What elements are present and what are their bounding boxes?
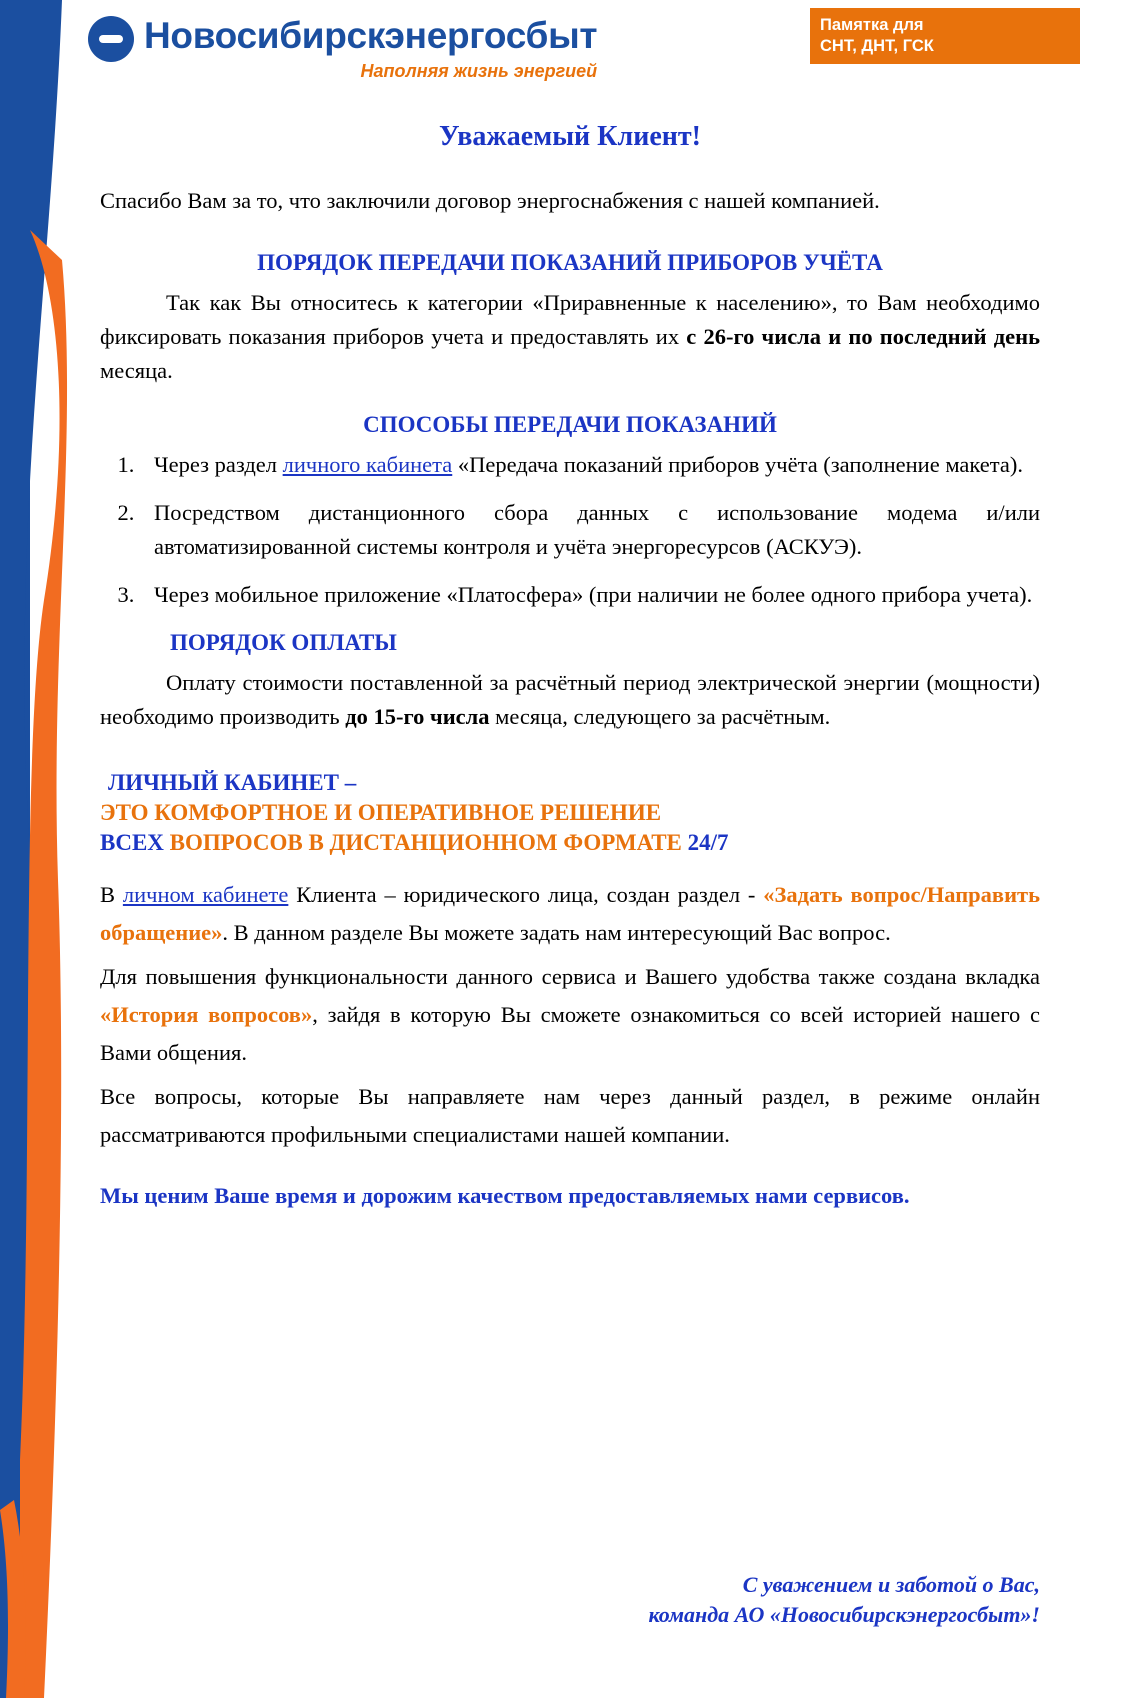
list-item: [140, 578, 1040, 612]
badge-line-1: Памятка для: [820, 16, 924, 34]
cab-p2-pre: Для повышения функциональности данного сервиса и Вашего удобства также создана вкладка: [100, 964, 1040, 989]
method-1-pre: Через раздел: [154, 452, 283, 477]
signature-line-2: команда АО «Новосибирскэнергосбыт»!: [648, 1602, 1040, 1627]
cab-p2-post: , зайдя в которую Вы сможете ознакомиться со всей историей нашего с Вами общения.: [100, 1002, 1040, 1065]
heading-methods: СПОСОБЫ ПЕРЕДАЧИ ПОКАЗАНИЙ: [363, 412, 777, 437]
cab-p1-pre: В: [100, 882, 123, 907]
page-title: Уважаемый Клиент!: [439, 121, 701, 152]
meters-text-1: Так как Вы относитесь к категории «Приравненные к населению», то Вам необходимо фиксировать показания приборов учета и предоставлять их: [100, 290, 1040, 349]
cabinet-line-3-blue2: 24/7: [687, 830, 729, 855]
document-type-badge: [810, 8, 1080, 64]
cab-p1-mid: Клиента – юридического лица, создан раздел -: [288, 882, 764, 907]
paragraph-cabinet-1: [100, 876, 1040, 952]
page-header: [0, 0, 1124, 96]
logo-text-block: [144, 14, 597, 82]
method-1-post: «Передача показаний приборов учёта (заполнение макета).: [452, 452, 1023, 477]
cabinet-line-3-blue: ВСЕХ: [100, 830, 164, 855]
cabinet-line-3-orange: ВОПРОСОВ В ДИСТАНЦИОННОМ ФОРМАТЕ: [163, 830, 688, 855]
paragraph-cabinet-3: Все вопросы, которые Вы направляете нам через данный раздел, в режиме онлайн рассматриваются профильными специалистами нашей компании.: [100, 1084, 1040, 1147]
cab-p1-accent: «Задать вопрос/Направить обращение»: [100, 882, 1040, 945]
badge-line-2: СНТ, ДНТ, ГСК: [820, 37, 934, 55]
link-personal-cabinet-2[interactable]: личном кабинете: [122, 882, 289, 907]
energy-drop-icon: [88, 16, 134, 62]
paragraph-cabinet-2: [100, 958, 1040, 1072]
cab-p2-accent: «История вопросов»: [100, 1002, 313, 1027]
cabinet-line-3: [100, 828, 1040, 858]
heading-payment: ПОРЯДОК ОПЛАТЫ: [170, 630, 397, 655]
company-logo: [88, 14, 597, 82]
document-body: [100, 120, 1040, 1212]
list-item: [140, 448, 1040, 482]
cabinet-banner: [100, 768, 1040, 858]
company-slogan: Наполняя жизнь энергией: [360, 61, 598, 81]
link-personal-cabinet[interactable]: личного кабинета: [282, 452, 453, 477]
cab-p1-post: . В данном разделе Вы можете задать нам интересующий Вас вопрос.: [222, 920, 891, 945]
methods-list: [100, 448, 1040, 612]
closing-statement: Мы ценим Ваше время и дорожим качеством предоставляемых нами сервисов.: [100, 1183, 910, 1208]
cabinet-line-1: ЛИЧНЫЙ КАБИНЕТ –: [108, 770, 357, 795]
payment-text-2: месяца, следующего за расчётным.: [489, 704, 831, 729]
heading-meters: ПОРЯДОК ПЕРЕДАЧИ ПОКАЗАНИЙ ПРИБОРОВ УЧЁТА: [257, 250, 883, 275]
paragraph-payment: [100, 666, 1040, 734]
list-item: [140, 496, 1040, 564]
method-2-text: Посредством дистанционного сбора данных с использование модема и/или автоматизированной системы контроля и учёта энергоресурсов (АСКУЭ).: [154, 500, 1040, 559]
method-3-text: Через мобильное приложение «Платосфера» (при наличии не более одного прибора учета).: [154, 582, 1033, 607]
payment-text-1: Оплату стоимости поставленной за расчётный период электрической энергии (мощности) необходимо производить: [100, 670, 1040, 729]
signature-block: [100, 1570, 1040, 1630]
signature-line-1: С уважением и заботой о Вас,: [742, 1572, 1040, 1597]
payment-text-bold: до 15-го числа: [345, 704, 490, 729]
cabinet-line-2: ЭТО КОМФОРТНОЕ И ОПЕРАТИВНОЕ РЕШЕНИЕ: [100, 800, 662, 825]
meters-text-2: месяца.: [100, 358, 173, 383]
lead-paragraph: Спасибо Вам за то, что заключили договор энергоснабжения с нашей компанией.: [100, 188, 880, 213]
paragraph-meters: [100, 286, 1040, 388]
meters-text-bold: с 26-го числа и по последний день: [686, 324, 1040, 349]
company-name: Новосибирскэнергосбыт: [144, 15, 598, 56]
decorative-ribbon: [0, 0, 90, 1698]
